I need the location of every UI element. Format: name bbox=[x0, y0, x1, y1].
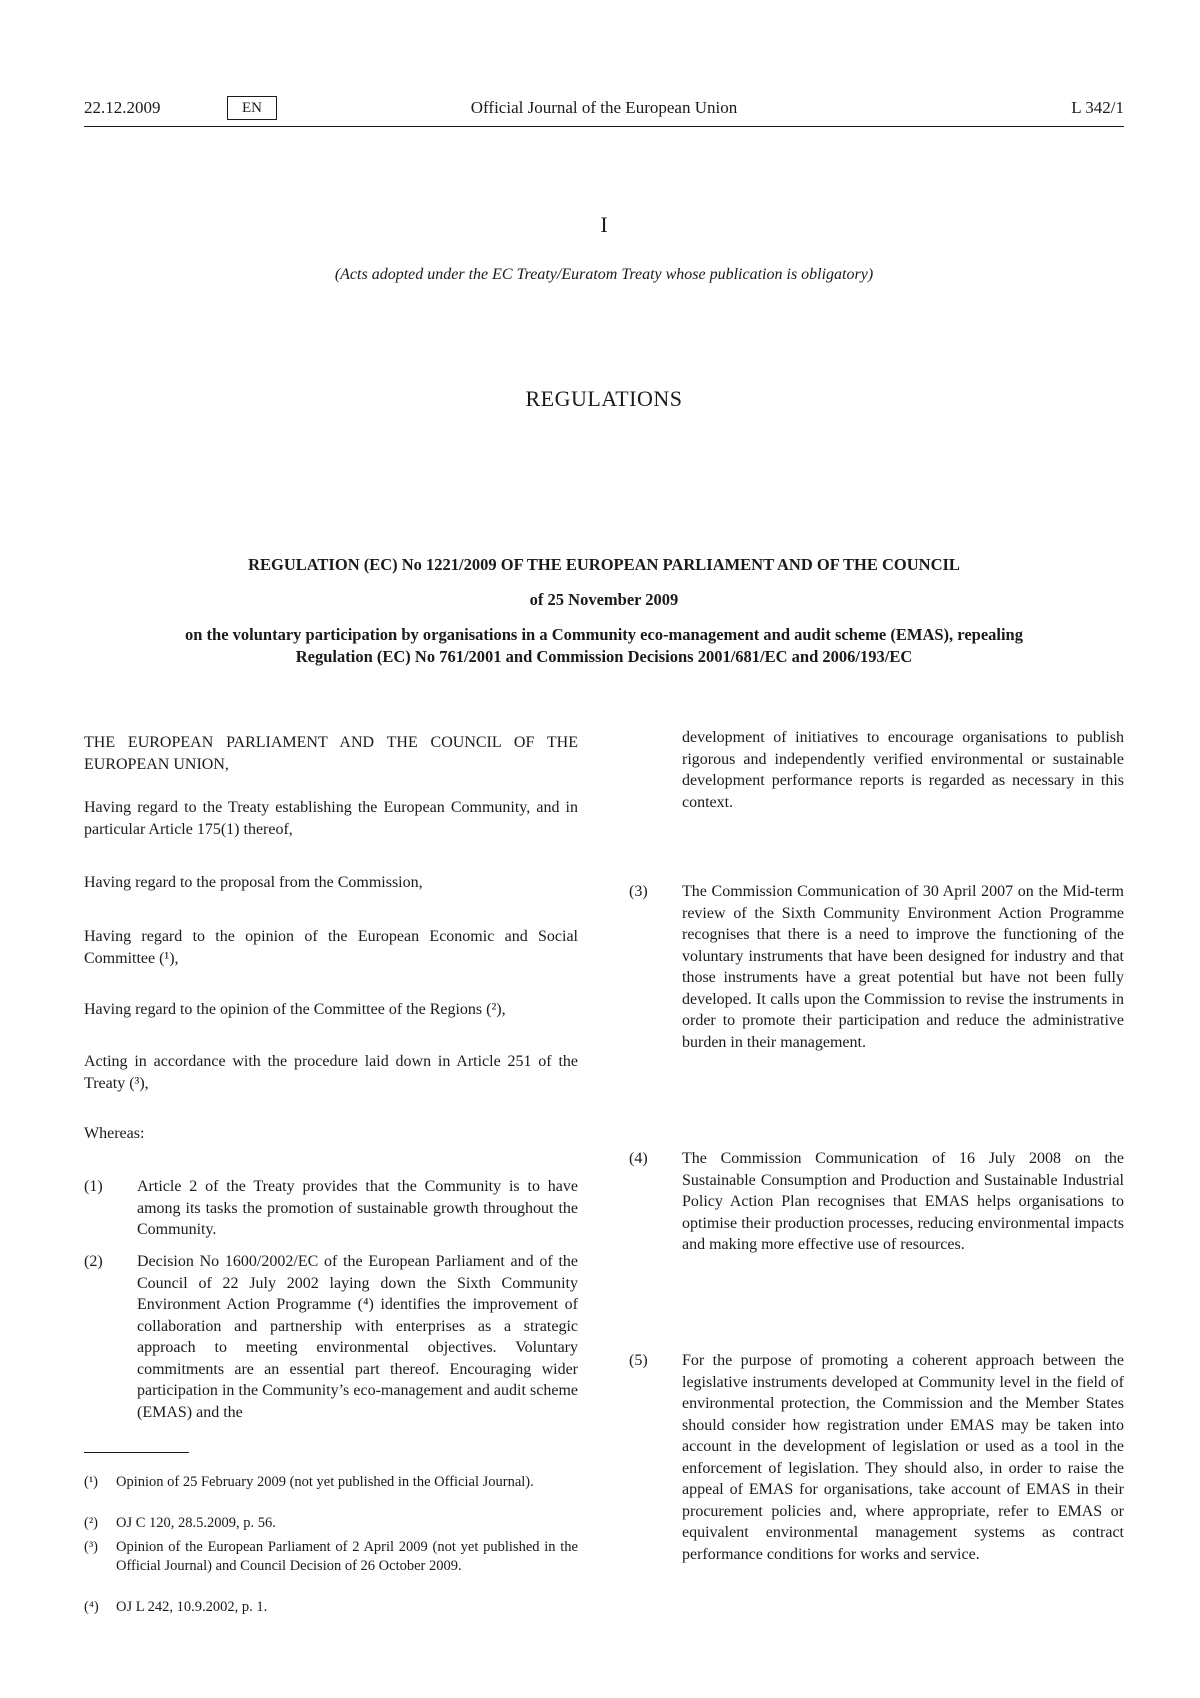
recital-number: (2) bbox=[84, 1253, 103, 1270]
whereas-label: Whereas: bbox=[84, 1125, 145, 1142]
regulation-title: REGULATION (EC) No 1221/2009 OF THE EUROPEAN PARLIAMENT AND OF THE COUNCIL bbox=[248, 555, 960, 574]
recital-text: Decision No 1600/2002/EC of the European Parliament and of the Council of 22 July 2002 laying down the Sixth Community Environment Action Programme (⁴) identifies the improvement of collaboration and partnership with enterprises as a strategic approach to meeting environmental objectives. Voluntary commitments are an essential part thereof. Encouraging wider participation in the Community’s eco-management and audit scheme (EMAS) and the bbox=[137, 1253, 578, 1421]
recital-number: (1) bbox=[84, 1178, 103, 1195]
footnote-mark: (¹) bbox=[84, 1474, 99, 1490]
section-numeral: I bbox=[600, 212, 608, 237]
citation-regions: Having regard to the opinion of the Committee of the Regions (²), bbox=[84, 1001, 506, 1018]
recital-number: (4) bbox=[629, 1150, 648, 1167]
page-number: L 342/1 bbox=[1071, 98, 1124, 117]
recital-text: The Commission Communication of 16 July 2008 on the Sustainable Consumption and Production and Sustainable Industrial Policy Action Plan recognises that EMAS helps organisations to optimise their production processes, reducing environmental impacts and making more effective use of resources. bbox=[682, 1150, 1124, 1253]
journal-title: Official Journal of the European Union bbox=[470, 98, 738, 117]
language-badge: EN bbox=[227, 96, 277, 120]
section-title: REGULATIONS bbox=[525, 386, 683, 411]
citation-procedure: Acting in accordance with the procedure laid down in Article 251 of the Treaty (³), bbox=[84, 1053, 578, 1092]
recital-text: The Commission Communication of 30 April 2007 on the Mid-term review of the Sixth Community Environment Action Programme recognises that there is a need to improve the functioning of the voluntary instruments that have been designed for industry and that those instruments have a great potential but have not been fully developed. It calls upon the Commission to revise the instruments in order to promote their participation and reduce the administrative burden in their management. bbox=[682, 883, 1124, 1051]
citation-treaty: Having regard to the Treaty establishing the European Community, and in particular Article 175(1) thereof, bbox=[84, 799, 578, 838]
acts-note: (Acts adopted under the EC Treaty/Euratom Treaty whose publication is obligatory) bbox=[334, 266, 874, 283]
header-rule bbox=[84, 126, 1124, 127]
recital-text: development of initiatives to encourage organisations to publish rigorous and independently verified environmental or sustainable development performance reports is regarded as necessary in this context. bbox=[682, 729, 1124, 811]
recital-text: Article 2 of the Treaty provides that the Community is to have among its tasks the promotion of sustainable growth throughout the Community. bbox=[137, 1178, 578, 1238]
footnote-text: Opinion of 25 February 2009 (not yet published in the Official Journal). bbox=[116, 1474, 534, 1490]
footnote-text: OJ L 242, 10.9.2002, p. 1. bbox=[116, 1599, 268, 1615]
footnote-text: Opinion of the European Parliament of 2 April 2009 (not yet published in the Official Journal) and Council Decision of 26 October 2009. bbox=[116, 1539, 578, 1574]
footnote-text: OJ C 120, 28.5.2009, p. 56. bbox=[116, 1515, 276, 1531]
preamble-intro: THE EUROPEAN PARLIAMENT AND THE COUNCIL OF THE EUROPEAN UNION, bbox=[84, 734, 578, 773]
regulation-date: of 25 November 2009 bbox=[529, 590, 679, 609]
page-header bbox=[84, 98, 1124, 128]
citation-eesc: Having regard to the opinion of the European Economic and Social Committee (¹), bbox=[84, 928, 578, 967]
recital-number: (5) bbox=[629, 1352, 648, 1369]
regulation-subject: on the voluntary participation by organisations in a Community eco-management and audit scheme (EMAS), repealing Regulation (EC) No 761/2001 and Commission Decisions 2001/681/EC and 2006/193/EC bbox=[184, 625, 1023, 666]
recital-number: (3) bbox=[629, 883, 648, 900]
citation-proposal: Having regard to the proposal from the Commission, bbox=[84, 874, 423, 891]
recital-text: For the purpose of promoting a coherent approach between the legislative instruments developed at Community level in the field of environmental protection, the Commission and the Member States should consider how registration under EMAS may be taken into account in the development of legislation or used as a tool in the enforcement of legislation. They should also, in order to raise the appeal of EMAS for organisations, take account of EMAS in their procurement policies and, where appropriate, refer to EMAS or equivalent environmental management systems as contract performance conditions for works and service. bbox=[682, 1352, 1124, 1563]
footnote-rule bbox=[84, 1452, 189, 1453]
publication-date: 22.12.2009 bbox=[84, 98, 161, 117]
footnote-mark: (³) bbox=[84, 1539, 99, 1555]
footnote-mark: (⁴) bbox=[84, 1599, 99, 1615]
footnote-mark: (²) bbox=[84, 1515, 99, 1531]
